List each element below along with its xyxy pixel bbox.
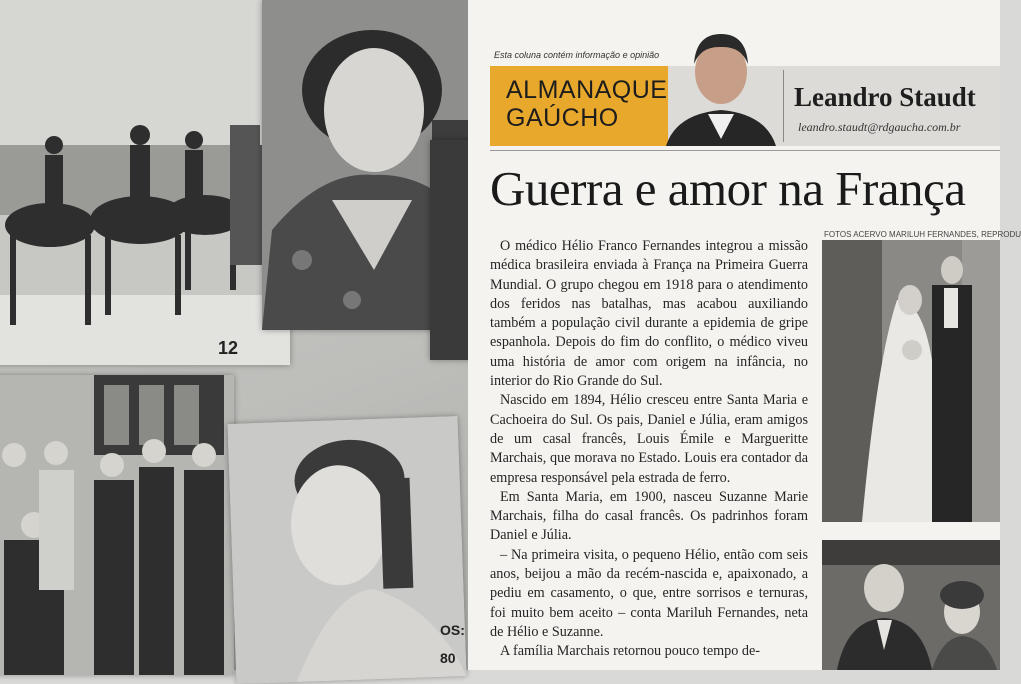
author-name: Leandro Staudt [794,82,976,112]
photo-page-number: 12 [218,338,239,358]
section-label-line1: ALMANAQUE [506,76,668,104]
cut-off-caption [440,616,465,672]
cut-off-caption-text: OS: [440,622,465,638]
article-paragraph: O médico Hélio Franco Fernandes integrou a missão médica brasileira enviada à França na Primeira Guerra Mundial. O grupo chegou em 1918 para o atendimento dos feridos nas batalhas, mas acabou auxiliando também a população civil durante a epidemia de gripe espanhola. Depois do fim do conflito, o médico viveu uma história de amor com origem na infância, no interior do Rio Grande do Sul. [490,238,808,390]
author-email: leandro.staudt@rdgaucha.com.br [798,120,961,134]
section-label-line2: GAÚCHO [506,104,619,132]
column-disclaimer: Esta coluna contém informação e opinião [494,50,660,60]
article-paragraph: Nascido em 1894, Hélio cresceu entre Santa Maria e Cachoeira do Sul. Os pais, Daniel e Júlia, eram amigos de um casal francês, Louis Émile e Margueritte Marchais, que morava no Estado. Louis era contador da empresa responsável pela estrada de ferro. [490,392,808,486]
author-photo [646,14,796,146]
photo-collage [0,0,500,670]
section-label [490,66,668,146]
wedding-photo [822,240,1000,522]
older-couple-photo [822,540,1000,670]
group-photo [0,375,234,675]
article-paragraph: – Na primeira visita, o pequeno Hélio, então com seis anos, beijou a mão da recém-nascida e, apaixonado, a pediu em casamento, o que, entre sorrisos e ternuras, foi muito bem aceito – conta Mariluh Fernandes, neta de Hélio e Suzanne. [490,546,808,640]
woman-profile-photo [228,416,467,684]
cut-off-caption-number: 80 [440,650,456,666]
article-headline: Guerra e amor na França [490,161,966,216]
article-body [490,237,808,662]
article-paragraph: Em Santa Maria, em 1900, nasceu Suzanne Marie Marchais, filha do casal francês. Os padrinhos foram Daniel e Júlia. [490,488,808,544]
photo-credit: FOTOS ACERVO MARILUH FERNANDES, REPRODU [824,230,1021,239]
header-rule [490,150,1000,151]
cavalry-parade-photo [0,0,290,365]
article-paragraph: A família Marchais retornou pouco tempo de- [500,643,761,660]
newspaper-page [468,0,1021,670]
header-divider [783,70,784,142]
